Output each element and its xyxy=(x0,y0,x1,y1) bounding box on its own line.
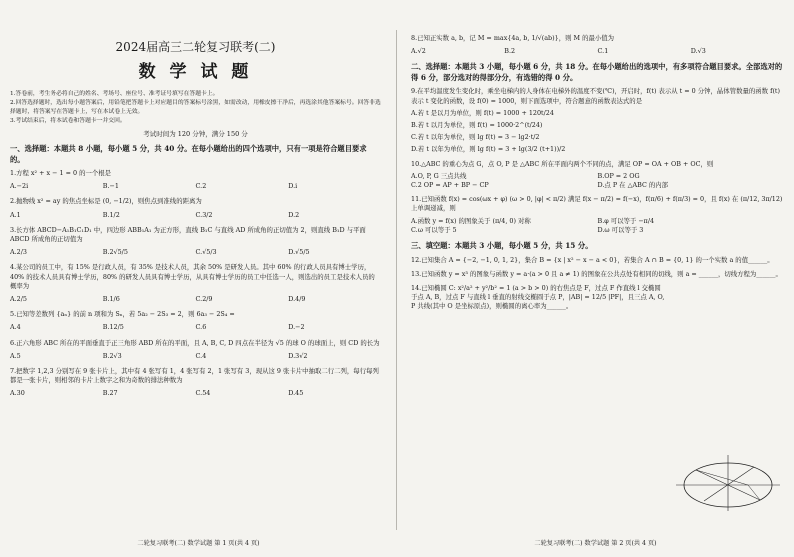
option-d: D.√3 xyxy=(690,47,706,56)
option-d: D.4/9 xyxy=(288,295,306,304)
question-stem: 10.△ABC 的重心为点 G，点 O, P 是 △ABC 所在平面内两个不同的点，满足 OP = OA + OB + OC，则 xyxy=(411,159,714,168)
question-stem: 9.在平均温度发生变化时，乘坐电梯内的人身体在电梯外的温度不变(℃)，开启时，f(t) 表示从 t = 0 分钟，晶体管数量的函数 f(t) 表示 t 变化的函数，设 f(0) = 1000，则下面选项中，符合题意的函数表达式的是 xyxy=(411,87,780,105)
question-stem: 8.已知正实数 a, b，记 M = max{4a, b, 1/√(ab)}，则 M 的最小值为 xyxy=(411,34,615,42)
option-d: D.2 xyxy=(288,210,300,219)
option-b: B.1/2 xyxy=(102,210,120,219)
question-options xyxy=(10,182,381,191)
question-10 xyxy=(411,160,784,191)
option-d: D.i xyxy=(288,182,298,191)
question-stem: 4.某公司的员工中，有 15% 是行政人员，有 35% 是技术人员，其余 50% 是研发人员。其中 60% 的行政人员具有博士学历，40% 的技术人员具有博士学历，80% 的研发人员具有博士学历，从具有博士学历的员工中任选一人，则选出的员工是技术人员的概率为 xyxy=(10,263,375,290)
page-2-footer: 二轮复习联考(二) 数学试题 第 2 页(共 4 页) xyxy=(534,540,657,547)
option-a: A.4 xyxy=(10,323,21,332)
line-fp xyxy=(748,485,760,500)
question-5 xyxy=(10,310,381,332)
option-a: A.5 xyxy=(10,351,21,360)
section-1-heading: 一、选择题：本题共 8 小题，每小题 5 分，共 40 分。在每小题给出的四个选项中，只有一项是符合题目要求的。 xyxy=(10,144,367,164)
option-a: A.O, P, G 三点共线 xyxy=(411,171,467,180)
section-2-heading: 二、选择题：本题共 3 小题，每小题 6 分，共 18 分。在每小题给出的选项中，有多项符合题目要求。全部选对的得 6 分，部分选对的得部分分，有选错的得 0 分。 xyxy=(411,62,783,82)
option-b: B.2√5/5 xyxy=(102,248,128,257)
question-stem: 11.已知函数 f(x) = cos(ωx + φ) (ω > 0, |φ| < π/2) 满足 f(x − π/2) = f(−x)，f(π/6) + f(π/3) = 0，且 f(x) 在 (π/12, 3π/12) 上单调递减，则 xyxy=(411,195,783,213)
exam-title: 2024届高三二轮复习联考(二) xyxy=(115,40,276,54)
question-options xyxy=(10,389,381,398)
subject-title: 数 学 试 题 xyxy=(138,62,253,82)
question-stem: 7.把数字 1,2,3 分别写在 9 张卡片上，其中有 4 张写有 1，4 张写有 2，1 张写有 3，现从这 9 张卡片中抽取二行二列，每行每列都是一张卡片，则相邻的卡片上数字之和为奇数的排法种数为 xyxy=(10,367,379,385)
ellipse-figure xyxy=(674,453,782,513)
option-b: B.−1 xyxy=(102,182,119,191)
question-options xyxy=(411,172,784,190)
option-d: D.√5/5 xyxy=(288,248,310,257)
option-d: D.点 P 在 △ABC 的内部 xyxy=(597,181,669,190)
option-a: A.√2 xyxy=(411,47,426,56)
exam-time: 考试时间为 120 分钟，满分 150 分 xyxy=(143,130,248,138)
question-options xyxy=(411,217,784,235)
option-c: C.2/9 xyxy=(195,295,213,304)
option-b: B.1/6 xyxy=(102,295,120,304)
option-a: A.2/5 xyxy=(10,295,27,304)
question-9 xyxy=(411,87,784,154)
option-b: B.12/5 xyxy=(102,323,124,332)
question-4 xyxy=(10,263,381,304)
question-1 xyxy=(10,169,381,191)
line-ab xyxy=(704,467,754,501)
option-a: A.−2i xyxy=(10,182,29,191)
option-b: B.若 t 以月为单位，则 f(t) = 1000·2^(t/24) xyxy=(411,121,543,130)
option-c: C.若 t 以年为单位，则 lg f(t) = 3 − lg2·t/2 xyxy=(411,133,540,142)
page-2 xyxy=(397,0,794,557)
option-a: A.函数 y = f(x) 的图象关于 (π/4, 0) 对称 xyxy=(411,216,531,225)
question-8 xyxy=(411,34,784,56)
question-2 xyxy=(10,197,381,219)
option-c: C.54 xyxy=(195,389,211,398)
option-c: C.3/2 xyxy=(195,210,213,219)
option-b: B.27 xyxy=(102,389,118,398)
question-13: 13.已知函数 y = x³ 的图象与函数 y = a·(a > 0 且 a ≠ 1) 的图象在公共点处有相同的切线，则 a = ______，切线方程为______。 xyxy=(411,269,782,278)
line-af xyxy=(696,470,748,485)
notice-1: 1.答卷前，考生务必将自己的姓名、考场号、座位号、准考证号填写在答题卡上。 xyxy=(10,91,219,97)
question-12: 12.已知集合 A = {−2, −1, 0, 1, 2}，集合 B = {x | x² − x − a < 0}，若集合 A ∩ B = {0, 1} 的一个实数 a 的值______。 xyxy=(411,255,774,264)
question-stem: 3.长方体 ABCD−A₁B₁C₁D₁ 中，四边形 ABB₁A₁ 为正方形，直线 B₁C 与直线 AD 所成角的正切值为 2，则直线 B₁D 与平面 ABCD 所成角的正切值为 xyxy=(10,225,366,244)
option-a: A.若 t 是以月为单位，则 f(t) = 1000 + 120t/24 xyxy=(411,108,554,117)
option-a: A.1 xyxy=(10,210,21,219)
option-c: C.1 xyxy=(597,47,609,56)
option-d: D.−2 xyxy=(288,323,305,332)
option-d: D.3√2 xyxy=(288,351,308,360)
option-b: B.OP = 2 OG xyxy=(597,171,640,180)
question-options xyxy=(10,352,381,361)
question-options xyxy=(411,47,784,56)
option-b: B.2√3 xyxy=(102,351,122,360)
section-3-heading: 三、填空题：本题共 3 小题，每小题 5 分，共 15 分。 xyxy=(411,241,593,251)
option-c: C.6 xyxy=(195,323,207,332)
question-options xyxy=(10,211,381,220)
question-options xyxy=(10,295,381,304)
option-d: D.若 t 以年为单位，则 lg f(t) = 3 + lg(3/2 (t+1))/2 xyxy=(411,145,566,154)
option-a: A.30 xyxy=(10,389,25,398)
question-stem: 1.方程 x² + x − 1 = 0 的一个根是 xyxy=(10,169,112,177)
option-c: C.√5/3 xyxy=(195,248,217,257)
option-a: A.2/3 xyxy=(10,248,27,257)
notice-2: 2.回答选择题时，选出每小题答案后，用铅笔把答题卡上对应题目的答案标号涂黑，如需改动，用橡皮擦干净后，再选涂其他答案标号。回答非选择题时，将答案写在答题卡上，写在本试卷上无效。 xyxy=(10,100,381,115)
question-options xyxy=(10,248,381,257)
question-stem: 2.抛物线 x² = ay 的焦点坐标是 (0, −1/2)，则焦点到准线的距离为 xyxy=(10,197,202,206)
option-b: B.2 xyxy=(504,47,516,56)
question-14: 14.已知椭圆 C: x²/a² + y²/b² = 1 (a > b > 0) 的右焦点是 F，过点 F 作直线 l 交椭圆于点 A, B，过点 F 与直线 l 垂直的射线交椭圆于点 P，|AB| = 12/5 |PF|，且三点 A, O, P 共线(其中 O 是坐标原点)，则椭圆的离心率为______。 xyxy=(411,283,665,311)
option-d: D.ω 可以等于 3 xyxy=(597,225,644,234)
option-d: D.45 xyxy=(288,389,304,398)
option-c: C.4 xyxy=(195,351,207,360)
option-c: C.ω 可以等于 5 xyxy=(411,225,457,234)
question-7 xyxy=(10,367,381,399)
option-c: C.2 OP = AP + BP − CP xyxy=(411,181,489,190)
question-11 xyxy=(411,195,784,235)
question-options xyxy=(10,323,381,332)
question-6 xyxy=(10,339,381,361)
question-stem: 5.已知等差数列 {aₙ} 的前 n 项和为 Sₙ，若 5a₂ − 2S₃ = 2，则 6a₃ − 2S₄ = xyxy=(10,310,235,319)
page-1-footer: 二轮复习联考(二) 数学试题 第 1 页(共 4 页) xyxy=(137,540,260,547)
question-3 xyxy=(10,226,381,258)
option-c: C.2 xyxy=(195,182,207,191)
option-b: B.φ 可以等于 −π/4 xyxy=(597,216,655,225)
question-stem: 6.正六角形 ABC 所在的平面垂直于正三角形 ABD 所在的平面，且 A, B, C, D 四点在半径为 √5 的球 O 的球面上，则 CD 的长为 xyxy=(10,338,380,347)
notice-3: 3.考试结束后，将本试卷和答题卡一并交回。 xyxy=(10,118,126,124)
